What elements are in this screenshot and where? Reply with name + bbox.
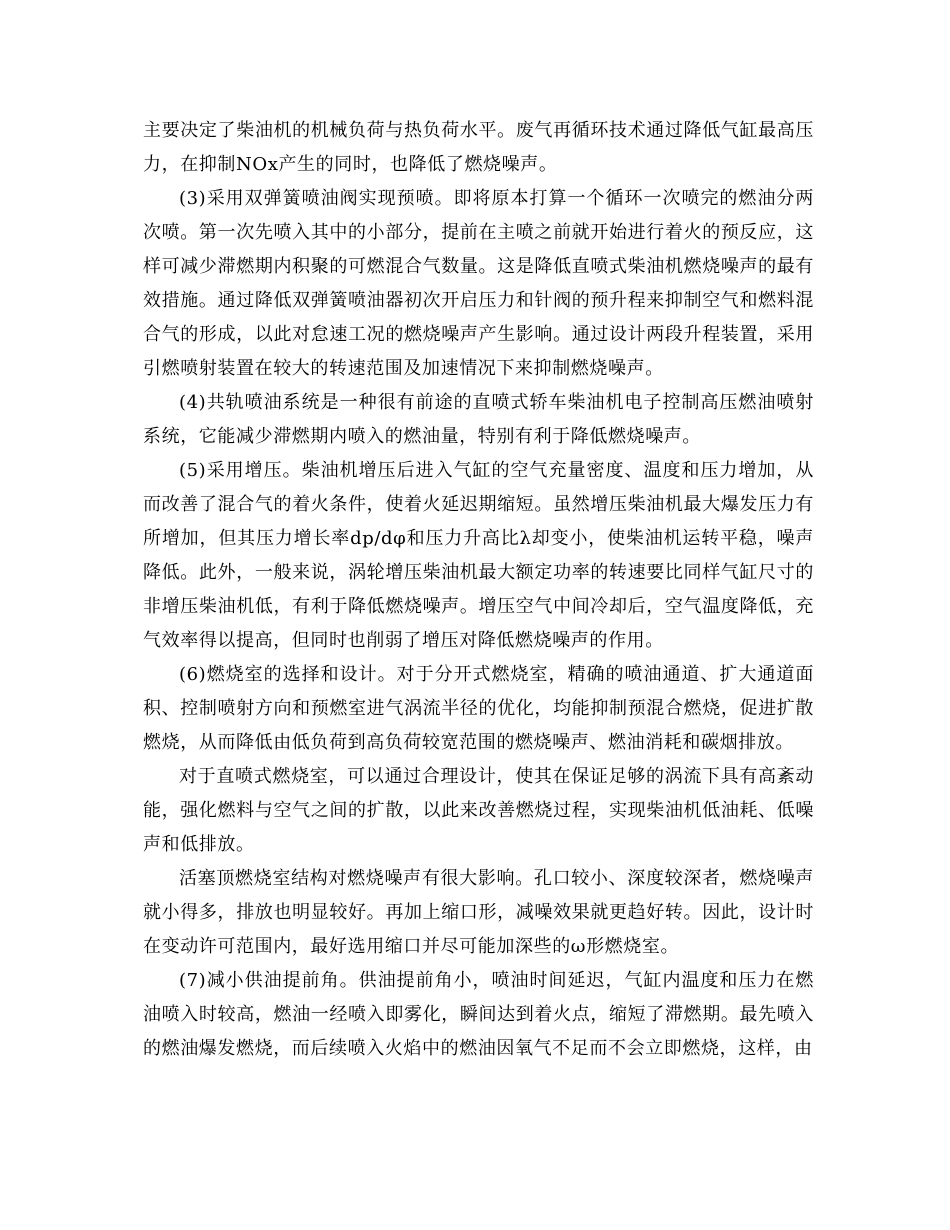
paragraph-item-5: (5)采用增压。柴油机增压后进入气缸的空气充量密度、温度和压力增加，从而改善了混合气的着火条件，使着火延迟期缩短。虽然增压柴油机最大爆发压力有所增加，但其压力增长率dp/dφ和压力升高比λ却变小，使柴油机运转平稳，噪声降低。此外，一般来说，涡轮增压柴油机最大额定功率的转速要比同样气缸尺寸的非增压柴油机低，有利于降低燃烧噪声。增压空气中间冷却后，空气温度降低，充气效率得以提高，但同时也削弱了增压对降低燃烧噪声的作用。 [143, 460, 814, 651]
paragraph-direct-injection: 对于直喷式燃烧室，可以通过合理设计，使其在保证足够的涡流下具有高紊动能，强化燃料与空气之间的扩散，以此来改善燃烧过程，实现柴油机低油耗、低噪声和低排放。 [143, 766, 814, 855]
paragraph-item-3: (3)采用双弹簧喷油阀实现预喷。即将原本打算一个循环一次喷完的燃油分两次喷。第一次先喷入其中的小部分，提前在主喷之前就开始进行着火的预反应，这样可减少滞燃期内积聚的可燃混合气数量。这是降低直喷式柴油机燃烧噪声的最有效措施。通过降低双弹簧喷油器初次开启压力和针阀的预升程来抑制空气和燃料混合气的形成，以此对怠速工况的燃烧噪声产生影响。通过设计两段升程装置，采用引燃喷射装置在较大的转速范围及加速情况下来抑制燃烧噪声。 [143, 188, 814, 379]
paragraph-item-4: (4)共轨喷油系统是一种很有前途的直喷式轿车柴油机电子控制高压燃油喷射系统，它能减少滞燃期内喷入的燃油量，特别有利于降低燃烧噪声。 [143, 392, 814, 447]
paragraph-piston-chamber: 活塞顶燃烧室结构对燃烧噪声有很大影响。孔口较小、深度较深者，燃烧噪声就小得多，排放也明显较好。再加上缩口形，减噪效果就更趋好转。因此，设计时在变动许可范围内，最好选用缩口并尽可能加深些的ω形燃烧室。 [143, 868, 814, 957]
paragraph-item-7: (7)减小供油提前角。供油提前角小，喷油时间延迟，气缸内温度和压力在燃油喷入时较高，燃油一经喷入即雾化，瞬间达到着火点，缩短了滞燃期。最先喷入的燃油爆发燃烧，而后续喷入火焰中的燃油因氧气不足而不会立即燃烧，这样，由 [143, 970, 814, 1059]
paragraph-item-6: (6)燃烧室的选择和设计。对于分开式燃烧室，精确的喷油通道、扩大通道面积、控制喷射方向和预燃室进气涡流半径的优化，均能抑制预混合燃烧，促进扩散燃烧，从而降低由低负荷到高负荷较宽范围的燃烧噪声、燃油消耗和碳烟排放。 [143, 664, 814, 753]
paragraph-continued: 主要决定了柴油机的机械负荷与热负荷水平。废气再循环技术通过降低气缸最高压力，在抑制NOx产生的同时，也降低了燃烧噪声。 [143, 120, 814, 175]
